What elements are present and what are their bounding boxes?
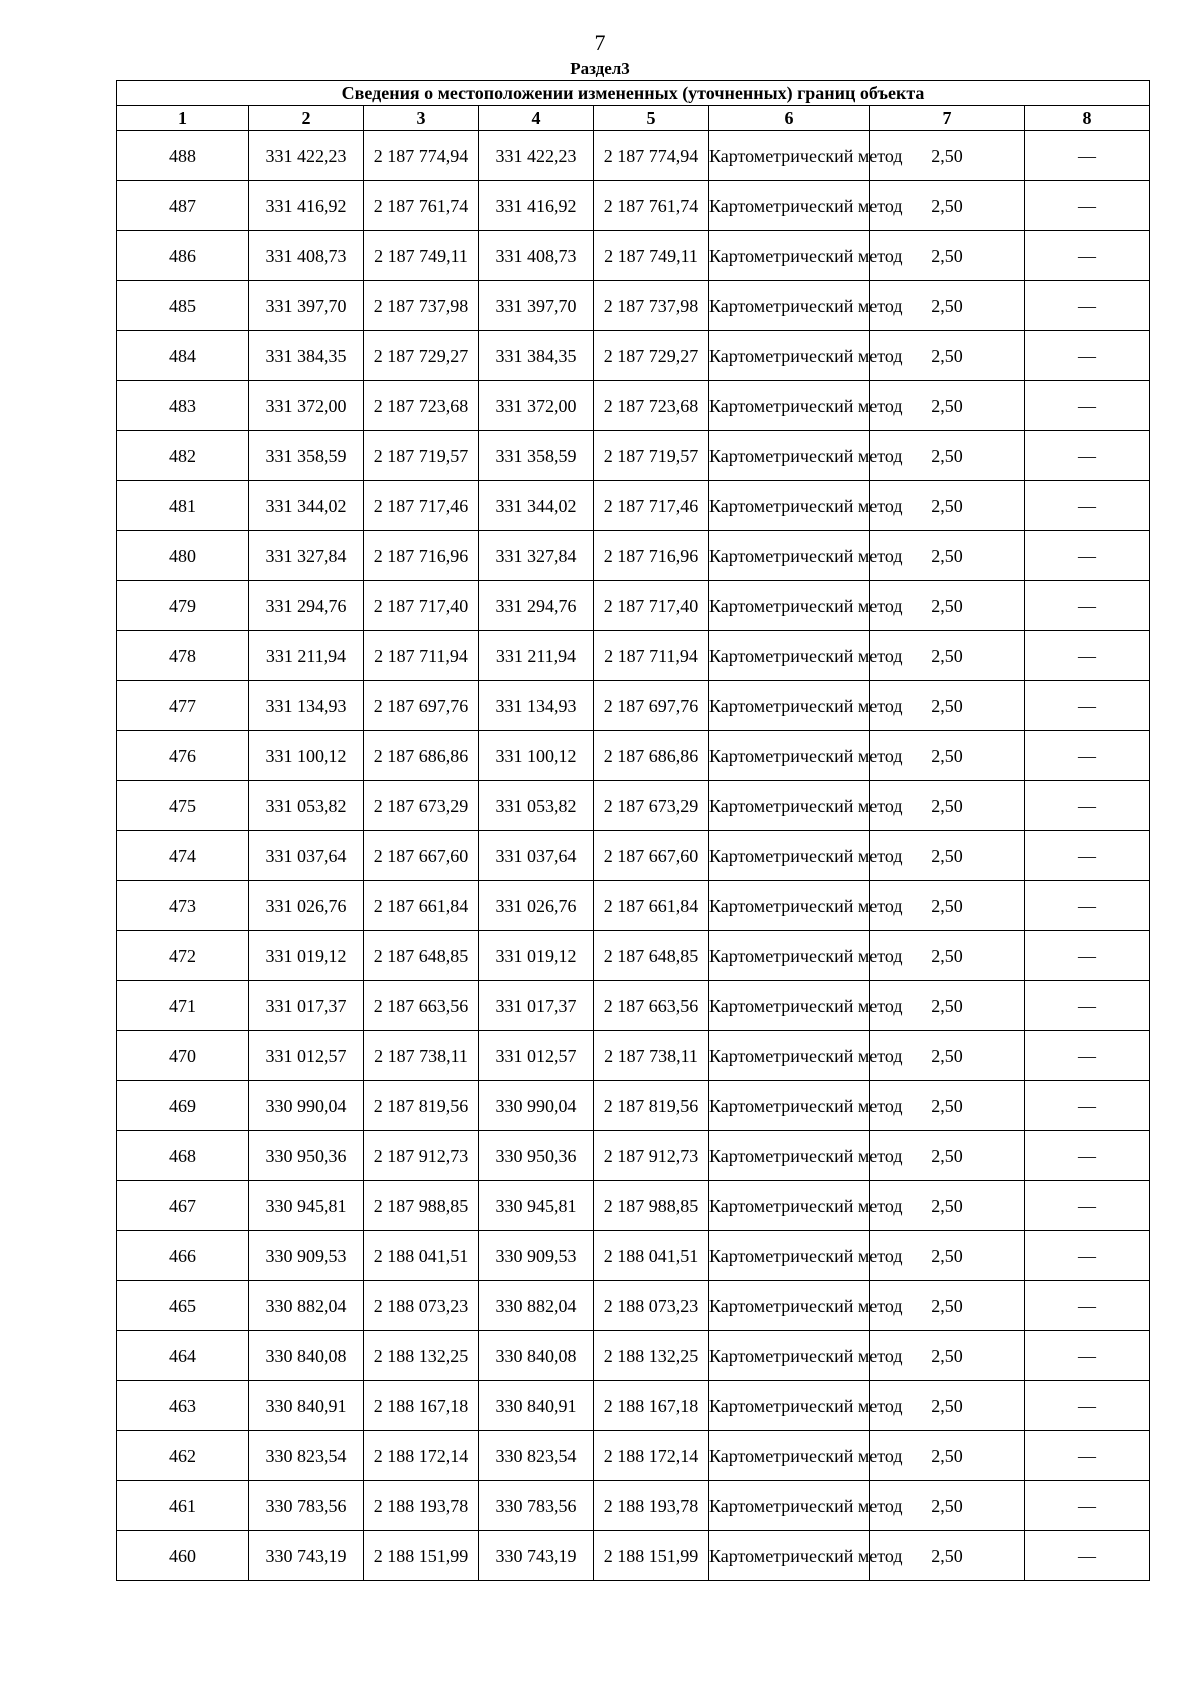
accuracy-cell: 2,50 [870,631,1025,681]
y-old-cell: 2 188 073,23 [364,1281,479,1331]
point-number-cell: 484 [117,331,249,381]
accuracy-cell: 2,50 [870,481,1025,531]
point-number-cell: 461 [117,1481,249,1531]
x-new-cell: 330 990,04 [479,1081,594,1131]
accuracy-cell: 2,50 [870,581,1025,631]
x-new-cell: 330 909,53 [479,1231,594,1281]
x-new-cell: 331 211,94 [479,631,594,681]
note-cell: — [1025,131,1150,181]
note-cell: — [1025,681,1150,731]
y-old-cell: 2 188 172,14 [364,1431,479,1481]
column-number: 8 [1025,106,1150,131]
accuracy-cell: 2,50 [870,231,1025,281]
y-old-cell: 2 188 132,25 [364,1331,479,1381]
x-old-cell: 331 408,73 [249,231,364,281]
point-number-cell: 487 [117,181,249,231]
accuracy-cell: 2,50 [870,331,1025,381]
accuracy-cell: 2,50 [870,1081,1025,1131]
note-cell: — [1025,1431,1150,1481]
y-new-cell: 2 188 193,78 [594,1481,709,1531]
x-new-cell: 330 840,91 [479,1381,594,1431]
table-row [117,731,1150,781]
table-row [117,431,1150,481]
point-number-cell: 475 [117,781,249,831]
table-row [117,781,1150,831]
table-row [117,1081,1150,1131]
x-old-cell: 331 017,37 [249,981,364,1031]
method-cell: Картометрический метод [709,931,870,981]
x-old-cell: 331 416,92 [249,181,364,231]
table-row [117,981,1150,1031]
method-cell: Картометрический метод [709,1081,870,1131]
method-cell: Картометрический метод [709,1481,870,1531]
method-cell: Картометрический метод [709,1131,870,1181]
point-number-cell: 466 [117,1231,249,1281]
note-cell: — [1025,1081,1150,1131]
y-new-cell: 2 188 041,51 [594,1231,709,1281]
table-row [117,181,1150,231]
table-row [117,831,1150,881]
column-number: 5 [594,106,709,131]
x-old-cell: 331 372,00 [249,381,364,431]
note-cell: — [1025,931,1150,981]
y-old-cell: 2 187 717,46 [364,481,479,531]
y-new-cell: 2 187 723,68 [594,381,709,431]
point-number-cell: 478 [117,631,249,681]
x-new-cell: 331 422,23 [479,131,594,181]
point-number-cell: 481 [117,481,249,531]
y-new-cell: 2 187 774,94 [594,131,709,181]
x-old-cell: 330 945,81 [249,1181,364,1231]
column-number: 7 [870,106,1025,131]
y-new-cell: 2 187 912,73 [594,1131,709,1181]
x-new-cell: 330 840,08 [479,1331,594,1381]
note-cell: — [1025,1231,1150,1281]
point-number-cell: 462 [117,1431,249,1481]
y-old-cell: 2 188 151,99 [364,1531,479,1581]
accuracy-cell: 2,50 [870,1281,1025,1331]
note-cell: — [1025,1031,1150,1081]
accuracy-cell: 2,50 [870,1231,1025,1281]
note-cell: — [1025,581,1150,631]
y-new-cell: 2 188 172,14 [594,1431,709,1481]
y-new-cell: 2 188 151,99 [594,1531,709,1581]
y-new-cell: 2 187 761,74 [594,181,709,231]
table-row [117,1181,1150,1231]
x-new-cell: 330 950,36 [479,1131,594,1181]
x-old-cell: 331 037,64 [249,831,364,881]
method-cell: Картометрический метод [709,1181,870,1231]
x-new-cell: 331 358,59 [479,431,594,481]
note-cell: — [1025,481,1150,531]
note-cell: — [1025,381,1150,431]
coordinates-table [116,80,1150,1581]
table-row [117,531,1150,581]
table-row [117,681,1150,731]
note-cell: — [1025,1281,1150,1331]
y-new-cell: 2 187 711,94 [594,631,709,681]
y-old-cell: 2 187 729,27 [364,331,479,381]
point-number-cell: 463 [117,1381,249,1431]
x-old-cell: 330 882,04 [249,1281,364,1331]
accuracy-cell: 2,50 [870,981,1025,1031]
x-old-cell: 330 743,19 [249,1531,364,1581]
x-old-cell: 331 019,12 [249,931,364,981]
accuracy-cell: 2,50 [870,881,1025,931]
table-row [117,331,1150,381]
page-number: 7 [594,30,606,55]
method-cell: Картометрический метод [709,1231,870,1281]
method-cell: Картометрический метод [709,131,870,181]
x-old-cell: 331 344,02 [249,481,364,531]
y-new-cell: 2 188 073,23 [594,1281,709,1331]
table-row [117,1281,1150,1331]
point-number-cell: 460 [117,1531,249,1581]
point-number-cell: 473 [117,881,249,931]
x-new-cell: 331 327,84 [479,531,594,581]
x-new-cell: 330 823,54 [479,1431,594,1481]
y-old-cell: 2 187 673,29 [364,781,479,831]
table-row [117,481,1150,531]
y-old-cell: 2 187 774,94 [364,131,479,181]
method-cell: Картометрический метод [709,431,870,481]
y-new-cell: 2 187 648,85 [594,931,709,981]
y-new-cell: 2 187 686,86 [594,731,709,781]
accuracy-cell: 2,50 [870,1181,1025,1231]
y-old-cell: 2 187 648,85 [364,931,479,981]
note-cell: — [1025,1531,1150,1581]
table-row [117,1131,1150,1181]
x-old-cell: 331 053,82 [249,781,364,831]
note-cell: — [1025,1331,1150,1381]
x-old-cell: 331 211,94 [249,631,364,681]
table-row [117,381,1150,431]
method-cell: Картометрический метод [709,331,870,381]
y-new-cell: 2 187 663,56 [594,981,709,1031]
y-new-cell: 2 187 819,56 [594,1081,709,1131]
y-new-cell: 2 187 988,85 [594,1181,709,1231]
note-cell: — [1025,1131,1150,1181]
note-cell: — [1025,231,1150,281]
y-old-cell: 2 187 717,40 [364,581,479,631]
method-cell: Картометрический метод [709,531,870,581]
point-number-cell: 472 [117,931,249,981]
point-number-cell: 476 [117,731,249,781]
accuracy-cell: 2,50 [870,1131,1025,1181]
note-cell: — [1025,981,1150,1031]
table-row [117,1531,1150,1581]
note-cell: — [1025,1481,1150,1531]
x-new-cell: 331 384,35 [479,331,594,381]
x-old-cell: 330 840,91 [249,1381,364,1431]
point-number-cell: 469 [117,1081,249,1131]
accuracy-cell: 2,50 [870,531,1025,581]
method-cell: Картометрический метод [709,581,870,631]
y-new-cell: 2 188 132,25 [594,1331,709,1381]
note-cell: — [1025,181,1150,231]
point-number-cell: 479 [117,581,249,631]
x-old-cell: 330 950,36 [249,1131,364,1181]
y-old-cell: 2 187 912,73 [364,1131,479,1181]
y-old-cell: 2 188 193,78 [364,1481,479,1531]
x-new-cell: 331 017,37 [479,981,594,1031]
accuracy-cell: 2,50 [870,281,1025,331]
table-row [117,1331,1150,1381]
y-new-cell: 2 187 661,84 [594,881,709,931]
y-old-cell: 2 187 663,56 [364,981,479,1031]
point-number-cell: 488 [117,131,249,181]
x-old-cell: 331 100,12 [249,731,364,781]
x-old-cell: 331 294,76 [249,581,364,631]
y-new-cell: 2 187 673,29 [594,781,709,831]
x-old-cell: 331 134,93 [249,681,364,731]
method-cell: Картометрический метод [709,631,870,681]
y-old-cell: 2 187 719,57 [364,431,479,481]
x-old-cell: 330 840,08 [249,1331,364,1381]
note-cell: — [1025,881,1150,931]
method-cell: Картометрический метод [709,781,870,831]
point-number-cell: 471 [117,981,249,1031]
y-old-cell: 2 187 716,96 [364,531,479,581]
y-new-cell: 2 187 729,27 [594,331,709,381]
point-number-cell: 485 [117,281,249,331]
table-row [117,1031,1150,1081]
method-cell: Картометрический метод [709,231,870,281]
accuracy-cell: 2,50 [870,1031,1025,1081]
note-cell: — [1025,631,1150,681]
accuracy-cell: 2,50 [870,931,1025,981]
table-row [117,881,1150,931]
table-row [117,1381,1150,1431]
note-cell: — [1025,781,1150,831]
accuracy-cell: 2,50 [870,131,1025,181]
y-old-cell: 2 187 697,76 [364,681,479,731]
x-new-cell: 331 408,73 [479,231,594,281]
column-number: 1 [117,106,249,131]
y-old-cell: 2 188 167,18 [364,1381,479,1431]
method-cell: Картометрический метод [709,381,870,431]
accuracy-cell: 2,50 [870,1331,1025,1381]
y-new-cell: 2 187 737,98 [594,281,709,331]
accuracy-cell: 2,50 [870,781,1025,831]
section-title: Раздел3 [570,59,630,78]
y-old-cell: 2 187 737,98 [364,281,479,331]
note-cell: — [1025,1181,1150,1231]
x-new-cell: 331 294,76 [479,581,594,631]
column-number: 4 [479,106,594,131]
accuracy-cell: 2,50 [870,1481,1025,1531]
point-number-cell: 467 [117,1181,249,1231]
column-number-row [117,106,1150,131]
x-new-cell: 331 026,76 [479,881,594,931]
x-old-cell: 330 783,56 [249,1481,364,1531]
method-cell: Картометрический метод [709,281,870,331]
point-number-cell: 468 [117,1131,249,1181]
y-new-cell: 2 188 167,18 [594,1381,709,1431]
x-new-cell: 331 416,92 [479,181,594,231]
method-cell: Картометрический метод [709,831,870,881]
x-new-cell: 331 012,57 [479,1031,594,1081]
table-row [117,631,1150,681]
point-number-cell: 464 [117,1331,249,1381]
y-old-cell: 2 187 988,85 [364,1181,479,1231]
method-cell: Картометрический метод [709,681,870,731]
y-old-cell: 2 187 686,86 [364,731,479,781]
x-old-cell: 331 012,57 [249,1031,364,1081]
point-number-cell: 474 [117,831,249,881]
x-new-cell: 331 344,02 [479,481,594,531]
point-number-cell: 482 [117,431,249,481]
x-new-cell: 331 053,82 [479,781,594,831]
x-new-cell: 331 100,12 [479,731,594,781]
note-cell: — [1025,281,1150,331]
y-old-cell: 2 187 711,94 [364,631,479,681]
x-old-cell: 331 422,23 [249,131,364,181]
method-cell: Картометрический метод [709,981,870,1031]
x-old-cell: 330 823,54 [249,1431,364,1481]
y-new-cell: 2 187 716,96 [594,531,709,581]
accuracy-cell: 2,50 [870,181,1025,231]
accuracy-cell: 2,50 [870,681,1025,731]
y-old-cell: 2 187 738,11 [364,1031,479,1081]
column-number: 2 [249,106,364,131]
point-number-cell: 465 [117,1281,249,1331]
x-new-cell: 331 134,93 [479,681,594,731]
accuracy-cell: 2,50 [870,381,1025,431]
y-old-cell: 2 187 723,68 [364,381,479,431]
y-new-cell: 2 187 717,46 [594,481,709,531]
table-row [117,1231,1150,1281]
method-cell: Картометрический метод [709,731,870,781]
x-new-cell: 330 882,04 [479,1281,594,1331]
x-old-cell: 331 358,59 [249,431,364,481]
method-cell: Картометрический метод [709,1531,870,1581]
method-cell: Картометрический метод [709,1381,870,1431]
x-old-cell: 330 909,53 [249,1231,364,1281]
y-new-cell: 2 187 717,40 [594,581,709,631]
y-new-cell: 2 187 697,76 [594,681,709,731]
table-body [117,131,1150,1581]
point-number-cell: 483 [117,381,249,431]
point-number-cell: 480 [117,531,249,581]
method-cell: Картометрический метод [709,1431,870,1481]
point-number-cell: 470 [117,1031,249,1081]
note-cell: — [1025,731,1150,781]
method-cell: Картометрический метод [709,181,870,231]
x-new-cell: 331 397,70 [479,281,594,331]
x-old-cell: 331 327,84 [249,531,364,581]
column-number: 6 [709,106,870,131]
accuracy-cell: 2,50 [870,831,1025,881]
point-number-cell: 477 [117,681,249,731]
x-new-cell: 330 783,56 [479,1481,594,1531]
y-old-cell: 2 187 667,60 [364,831,479,881]
y-old-cell: 2 188 041,51 [364,1231,479,1281]
x-new-cell: 330 743,19 [479,1531,594,1581]
x-new-cell: 331 372,00 [479,381,594,431]
note-cell: — [1025,831,1150,881]
column-number: 3 [364,106,479,131]
y-old-cell: 2 187 749,11 [364,231,479,281]
x-old-cell: 330 990,04 [249,1081,364,1131]
y-old-cell: 2 187 819,56 [364,1081,479,1131]
y-new-cell: 2 187 738,11 [594,1031,709,1081]
x-old-cell: 331 397,70 [249,281,364,331]
table-row [117,1481,1150,1531]
table-row [117,231,1150,281]
x-new-cell: 331 037,64 [479,831,594,881]
table-row [117,581,1150,631]
accuracy-cell: 2,50 [870,431,1025,481]
table-caption: Сведения о местоположении измененных (уточненных) границ объекта [117,81,1150,106]
method-cell: Картометрический метод [709,1281,870,1331]
note-cell: — [1025,331,1150,381]
table-row [117,281,1150,331]
x-old-cell: 331 384,35 [249,331,364,381]
table-row [117,1431,1150,1481]
accuracy-cell: 2,50 [870,731,1025,781]
note-cell: — [1025,531,1150,581]
accuracy-cell: 2,50 [870,1531,1025,1581]
accuracy-cell: 2,50 [870,1381,1025,1431]
point-number-cell: 486 [117,231,249,281]
x-new-cell: 330 945,81 [479,1181,594,1231]
y-old-cell: 2 187 761,74 [364,181,479,231]
table-row [117,131,1150,181]
y-new-cell: 2 187 749,11 [594,231,709,281]
note-cell: — [1025,1381,1150,1431]
y-new-cell: 2 187 667,60 [594,831,709,881]
table-row [117,931,1150,981]
method-cell: Картометрический метод [709,1331,870,1381]
accuracy-cell: 2,50 [870,1431,1025,1481]
y-old-cell: 2 187 661,84 [364,881,479,931]
x-old-cell: 331 026,76 [249,881,364,931]
x-new-cell: 331 019,12 [479,931,594,981]
note-cell: — [1025,431,1150,481]
method-cell: Картометрический метод [709,1031,870,1081]
method-cell: Картометрический метод [709,881,870,931]
y-new-cell: 2 187 719,57 [594,431,709,481]
method-cell: Картометрический метод [709,481,870,531]
